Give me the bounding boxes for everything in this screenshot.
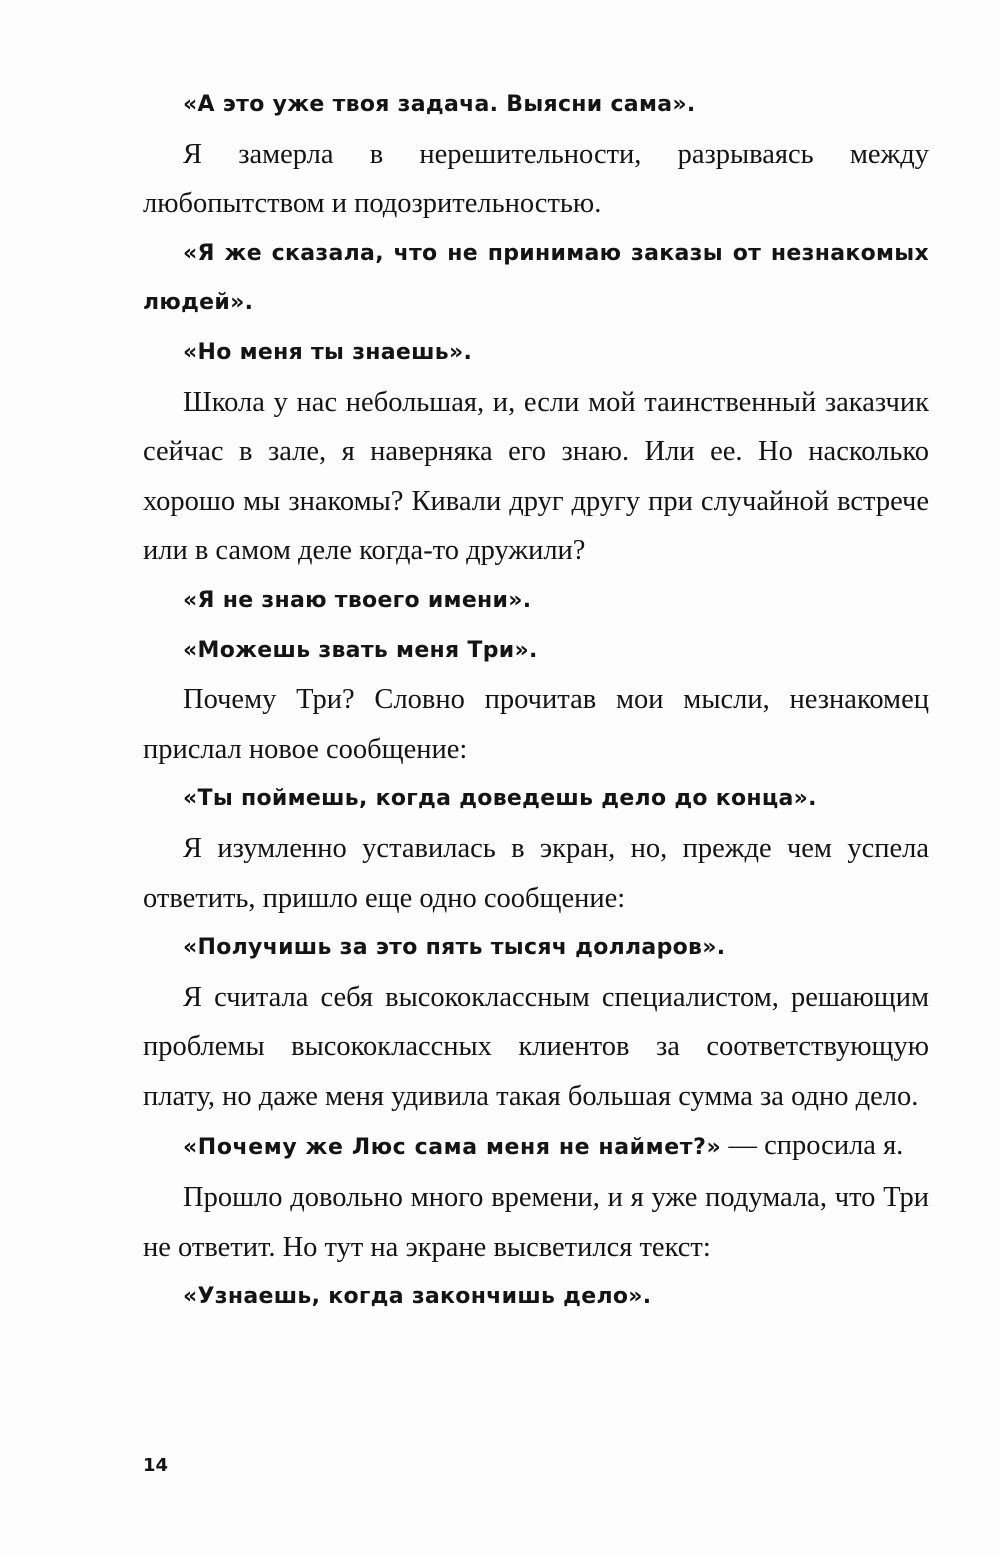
narration-paragraph: Я изумленно уставилась в экран, но, прежде чем успела ответить, пришло еще одно сообщение: [143,832,929,914]
message-paragraph: «Ты поймешь, когда доведешь дело до конца». [183,786,817,812]
narration-paragraph: Я замерла в нерешительности, разрываясь между любопытством и подозрительностью. [143,138,929,220]
message-paragraph: «А это уже твоя задача. Выясни сама». [183,92,696,117]
page-number: 14 [143,1455,169,1476]
message-paragraph: «Но меня ты знаешь». [183,339,473,365]
message-paragraph: «Можешь звать меня Три». [183,637,538,663]
narration-paragraph: Школа у нас небольшая, и, если мой таинственный заказчик сейчас в зале, я наверняка его знаю. Или ее. Но насколько хорошо мы знакомы? Кивали друг другу при случайной встрече или в самом деле когда-то дружили? [143,386,929,567]
mixed-paragraph [143,1121,929,1173]
narration-fragment: — спросила я. [721,1130,904,1162]
message-paragraph: «Я не знаю твоего имени». [183,587,532,613]
narration-paragraph: Я считала себя высококлассным специалистом, решающим проблемы высококлассных клиентов за соответствующую плату, но даже меня удивила такая большая сумма за одно дело. [143,981,929,1112]
message-paragraph: «Я же сказала, что не принимаю заказы от незнакомых людей». [143,240,929,316]
narration-paragraph: Прошло довольно много времени, и я уже подумала, что Три не ответит. Но тут на экране высветился текст: [143,1182,929,1263]
body-text [143,80,929,1322]
message-fragment: «Почему же Люс сама меня не наймет?» [183,1135,722,1161]
message-paragraph: «Узнаешь, когда закончишь дело». [183,1284,652,1310]
narration-paragraph: Почему Три? Словно прочитав мои мысли, незнакомец прислал новое сообщение: [143,684,929,765]
message-paragraph: «Получишь за это пять тысяч долларов». [183,935,726,961]
